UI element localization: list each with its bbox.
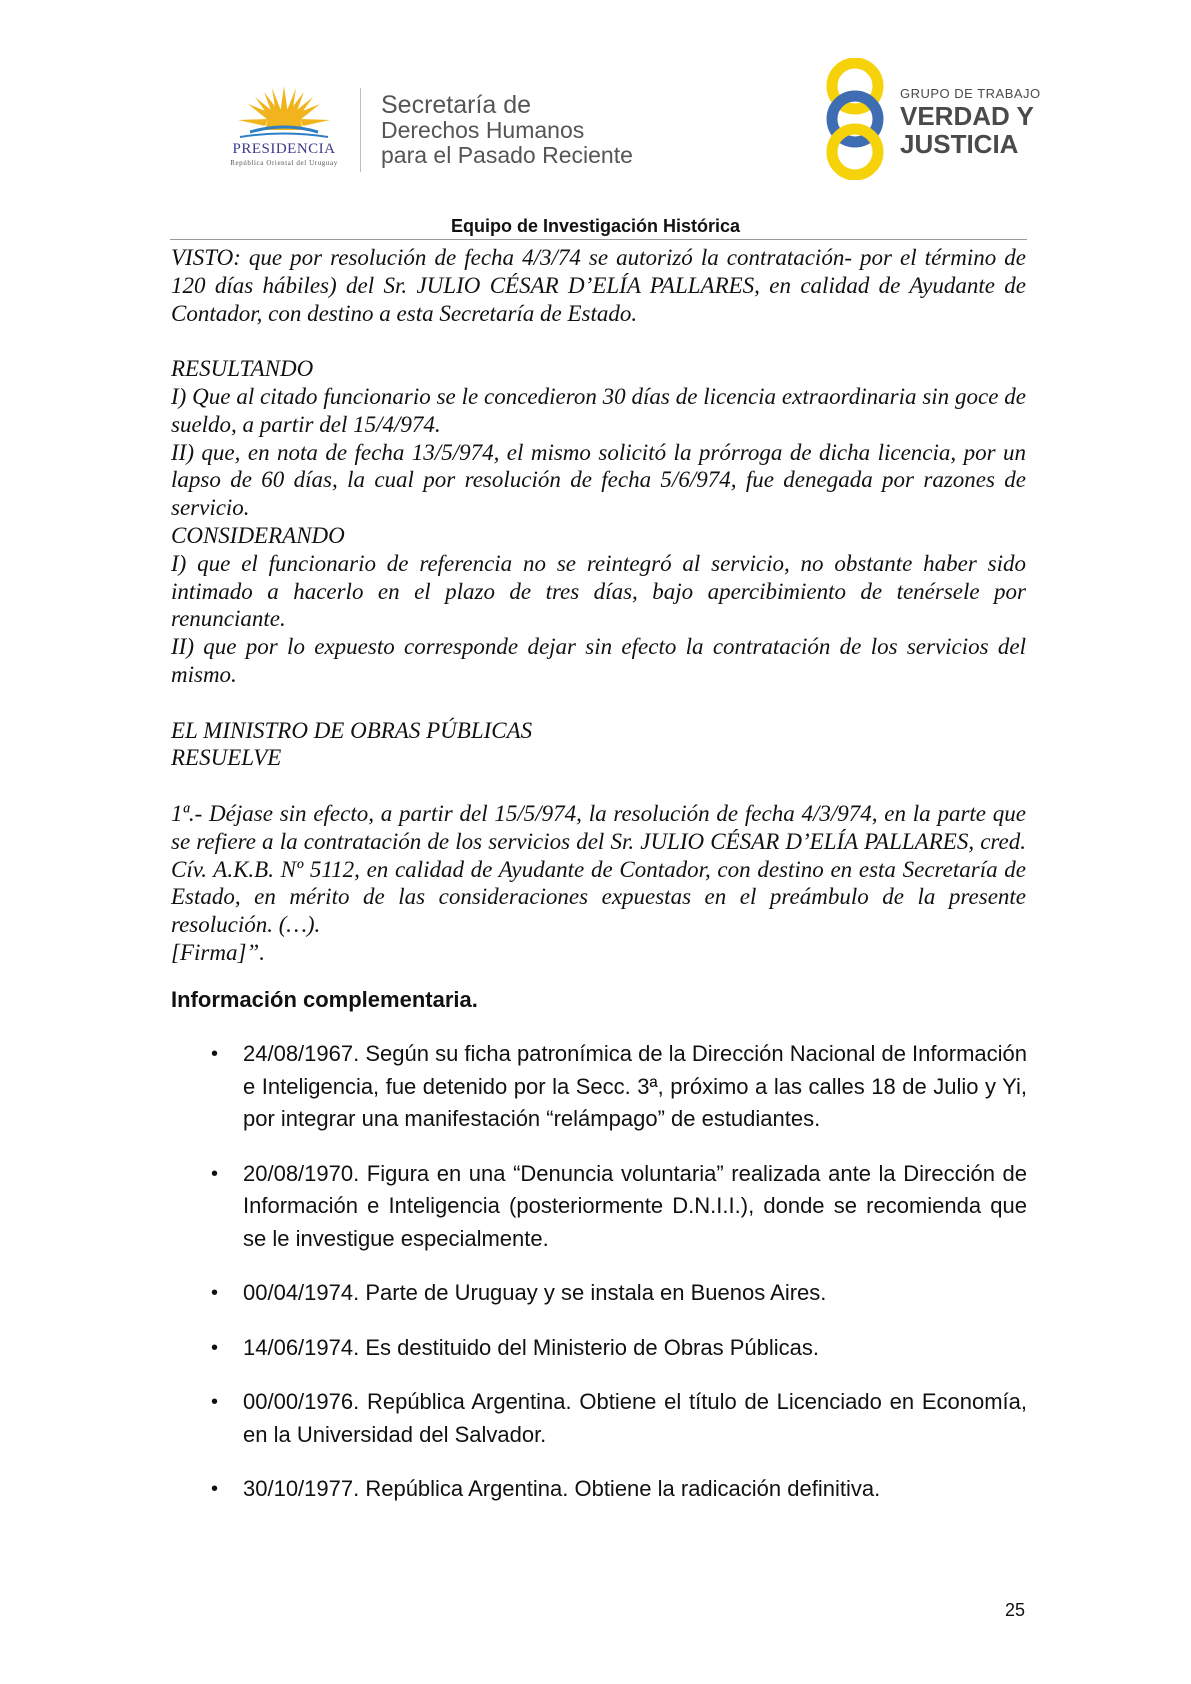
- secretaria-line2: Derechos Humanos: [381, 117, 585, 143]
- list-item: [171, 1038, 1027, 1136]
- paragraph-gap: [171, 772, 1026, 800]
- bullet-icon: •: [211, 1336, 219, 1359]
- list-item: [171, 1473, 1027, 1506]
- presidencia-subtitle: República Oriental del Uruguay: [230, 159, 338, 167]
- bullet-icon: •: [211, 1282, 219, 1304]
- page-header: [0, 0, 1191, 236]
- list-item-text: 30/10/1977. República Argentina. Obtiene la radicación definitiva.: [243, 1476, 881, 1501]
- resultando-title: RESULTANDO: [171, 356, 314, 382]
- considerando-title: CONSIDERANDO: [171, 522, 345, 548]
- list-item-text: 00/00/1976. República Argentina. Obtiene el título de Licenciado en Economía, en la Universidad del Salvador.: [243, 1389, 1027, 1447]
- header-rule: [170, 239, 1027, 240]
- bullet-icon: •: [211, 1391, 219, 1413]
- info-heading: Información complementaria.: [171, 987, 478, 1012]
- bullet-icon: •: [211, 1043, 219, 1065]
- secretaria-logo-text: [381, 93, 633, 168]
- list-item: [171, 1277, 1027, 1310]
- team-title: Equipo de Investigación Histórica: [450, 216, 741, 236]
- gvj-line1: GRUPO DE TRABAJO: [900, 86, 1041, 101]
- gvj-line2: VERDAD Y: [900, 101, 1034, 131]
- secretaria-line1: Secretaría de: [381, 91, 532, 119]
- paragraph-gap: [171, 689, 1026, 717]
- presidencia-logo: [210, 84, 358, 174]
- info-list: [171, 1038, 1027, 1528]
- considerando-item-1: I) que el funcionario de referencia no se reintegró al servicio, no obstante haber sido intimado a hacerlo en el plazo de tres días, bajo apercibimiento de tenérsele por renunciante.: [171, 550, 1026, 632]
- resultando-item-1: I) Que al citado funcionario se le concedieron 30 días de licencia extraordinaria sin goce de sueldo, a partir del 15/4/974.: [171, 383, 1026, 437]
- paragraph-gap: [171, 327, 1026, 355]
- bullet-icon: •: [211, 1162, 219, 1185]
- resolution-quote: [171, 244, 1026, 967]
- gvj-logo-text: [900, 86, 1041, 158]
- considerando-item-2: II) que por lo expuesto corresponde dejar sin efecto la contratación de los servicios del mismo.: [171, 634, 1026, 687]
- list-item-text: 24/08/1967. Según su ficha patronímica de la Dirección Nacional de Información e Inteligencia, fue detenido por la Secc. 3ª, próximo a las calles 18 de Julio y Yi, por integrar una manifestación “relámpago” de estudiantes.: [243, 1041, 1027, 1131]
- sun-emblem-icon: [210, 84, 358, 142]
- presidencia-name: PRESIDENCIA: [232, 141, 336, 157]
- logo-divider: [360, 88, 361, 172]
- page-number: 25: [1005, 1600, 1026, 1620]
- list-item-text: 14/06/1974. Es destituido del Ministerio de Obras Públicas.: [243, 1334, 819, 1360]
- firma-line: [Firma]”.: [171, 939, 265, 965]
- ministro-line: EL MINISTRO DE OBRAS PÚBLICAS: [171, 717, 533, 743]
- list-item-text: 20/08/1970. Figura en una “Denuncia voluntaria” realizada ante la Dirección de Información e Inteligencia (posteriormente D.N.I.I.), donde se recomienda que se le investigue especialmente.: [243, 1160, 1027, 1251]
- list-item: [171, 1158, 1027, 1256]
- secretaria-line3: para el Pasado Reciente: [381, 142, 633, 168]
- gvj-line3: JUSTICIA: [900, 129, 1019, 159]
- list-item: [171, 1386, 1027, 1451]
- resultando-item-2: II) que, en nota de fecha 13/5/974, el mismo solicitó la prórroga de dicha licencia, por un lapso de 60 días, la cual por resolución de fecha 5/6/974, fue denegada por razones de servicio.: [171, 439, 1026, 521]
- bullet-icon: •: [211, 1478, 219, 1500]
- interlocking-rings-emblem-icon: [815, 58, 895, 180]
- visto-paragraph: VISTO: que por resolución de fecha 4/3/74 se autorizó la contratación- por el término de 120 días hábiles) del Sr. JULIO CÉSAR D’ELÍA PALLARES, en calidad de Ayudante de Contador, con destino a esta Secretaría de Estado.: [171, 245, 1026, 326]
- list-item: [171, 1332, 1027, 1365]
- resuelve-line: RESUELVE: [171, 745, 282, 771]
- article-1: 1ª.- Déjase sin efecto, a partir del 15/5/974, la resolución de fecha 4/3/974, en la parte que se refiere a la contratación de los servicios del Sr. JULIO CÉSAR D’ELÍA PALLARES, cred. Cív. A.K.B. Nº 5112, en calidad de Ayudante de Contador, con destino en esta Secretaría de Estado, en mérito de las consideraciones expuestas en el preámbulo de la presente resolución. (…).: [171, 800, 1026, 938]
- list-item-text: 00/04/1974. Parte de Uruguay y se instala en Buenos Aires.: [243, 1280, 827, 1305]
